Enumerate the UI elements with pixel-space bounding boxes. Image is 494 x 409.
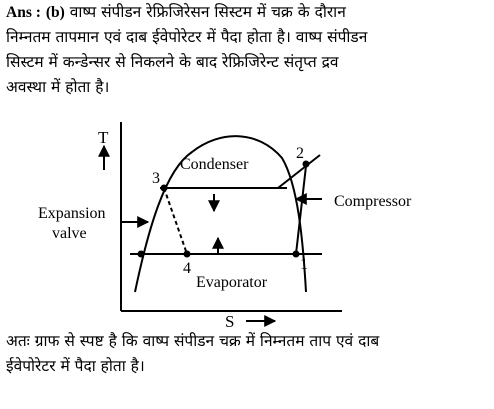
state-point-3 [161, 185, 168, 192]
point-2-label: 2 [296, 145, 304, 162]
evaporator-label: Evaporator [196, 274, 268, 291]
expansion-dashed-line [164, 188, 187, 254]
conclusion-line-1: अतः ग्राफ से स्पष्ट है कि वाष्प संपीडन चक्र में निम्नतम ताप एवं दाब [6, 332, 380, 350]
compressor-label: Compressor [334, 193, 412, 210]
conclusion-paragraph [6, 329, 490, 379]
answer-line-1-text: वाष्प संपीडन रेफ्रिजिरेसन सिस्टम में चक्र के दौरान [69, 3, 346, 21]
point-4-label: 4 [183, 260, 191, 277]
answer-prefix: Ans : [6, 4, 41, 21]
answer-option: (b) [45, 4, 65, 21]
y-axis-label: T [98, 128, 109, 147]
point-3-label: 3 [152, 170, 160, 187]
point-1-label: 1 [300, 256, 308, 273]
expansion-label-line1: Expansion [38, 205, 106, 222]
answer-line-1 [6, 0, 490, 25]
x-axis-label: S [225, 312, 235, 331]
state-point-1 [293, 251, 300, 258]
state-point-liquid [138, 251, 145, 258]
answer-line-3: सिस्टम में कन्डेन्सर से निकलने के बाद रेफ्रिजिरेन्ट संतृप्त द्रव [6, 53, 339, 71]
answer-paragraph [6, 0, 490, 100]
expansion-label-line2: valve [52, 225, 87, 242]
ts-diagram [0, 108, 494, 332]
state-point-4 [184, 251, 191, 258]
answer-line-2: निम्नतम तापमान एवं दाब ईवेपोरेटर में पैदा होता है। वाष्प संपीडन [6, 28, 368, 46]
condenser-label: Condenser [180, 156, 249, 173]
conclusion-line-2: ईवेपोरेटर में पैदा होता है। [6, 357, 145, 375]
answer-line-4: अवस्था में होता है। [6, 78, 110, 96]
